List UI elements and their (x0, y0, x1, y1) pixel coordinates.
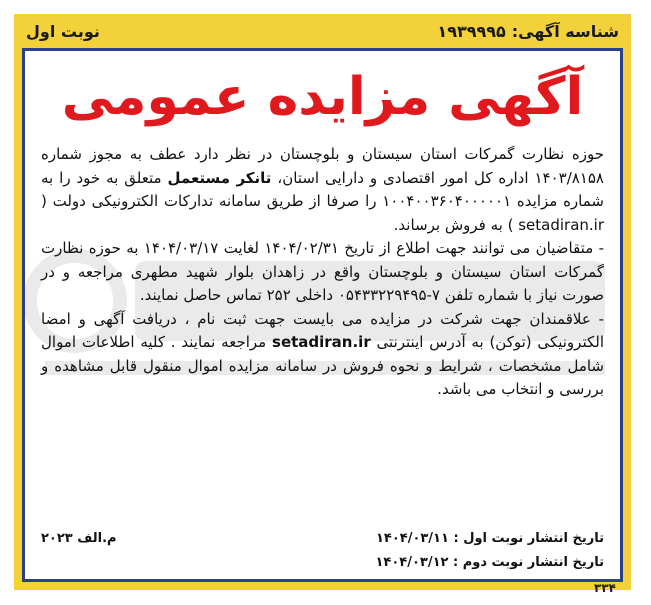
paragraph-2: - متقاضیان می توانند جهت اطلاع از تاریخ ۱۴۰۴/۰۲/۳۱ لغایت ۱۴۰۴/۰۳/۱۷ به حوزه نظارت گمرکات استان سیستان و بلوچستان واقع در زاهدان بلوار شهید مطهری مراجعه و در صورت نیاز با شماره تلفن ۷-۰۵۴۳۳۲۲۹۴۹۵ داخلی ۲۵۲ تماس حاصل نمایند. (41, 239, 604, 304)
ad-id (437, 22, 619, 41)
ad-text (41, 143, 604, 402)
ad-id-label: شناسه آگهی: (511, 21, 619, 41)
ad-frame (14, 14, 631, 595)
page-number: ۳۳۴ (594, 581, 616, 595)
ad-body (22, 48, 623, 582)
publish-date-first: تاریخ انتشار نوبت اول : ۱۴۰۴/۰۳/۱۱ (375, 531, 604, 546)
ad-id-value: ۱۹۳۹۹۹۵ (437, 21, 506, 41)
round-label: نوبت اول (26, 21, 100, 41)
item-name: تانکر مستعمل (167, 168, 272, 187)
ad-footer (41, 527, 604, 577)
website-link[interactable]: setadiran.ir (272, 333, 371, 351)
ad-title: آگهی مزایده عمومی (61, 67, 584, 127)
publish-date-second: تاریخ انتشار نوبت دوم : ۱۴۰۴/۰۳/۱۲ (375, 555, 604, 570)
ad-header (14, 14, 631, 48)
paragraph-1: حوزه نظارت گمرکات استان سیستان و بلوچستان در نظر دارد عطف به مجوز شماره ۱۴۰۳/۸۱۵۸ اداره کل امور اقتصادی و دارایی استان، تانکر مستعمل متعلق به خود را به شماره مزایده ۱۰۰۴۰۰۳۶۰۴۰۰۰۰۰۱ را صرفا از طریق سامانه تدارکات الکترونیکی دولت ( setadiran.ir ) به فروش برساند. (41, 145, 604, 234)
ad-code: م.الف ۲۰۲۳ (41, 531, 117, 546)
publish-dates (375, 527, 604, 575)
paragraph-3: - علاقمندان جهت شرکت در مزایده می بایست جهت ثبت نام ، دریافت آگهی و امضا الکترونیکی (توکن) به آدرس اینترنتی setadiran.ir مراجعه نمایند . کلیه اطلاعات اموال شامل مشخصات ، شرایط و نحوه فروش در سامانه مزایده اموال منقول قابل مشاهده و بررسی و انتخاب می باشد. (41, 309, 604, 398)
